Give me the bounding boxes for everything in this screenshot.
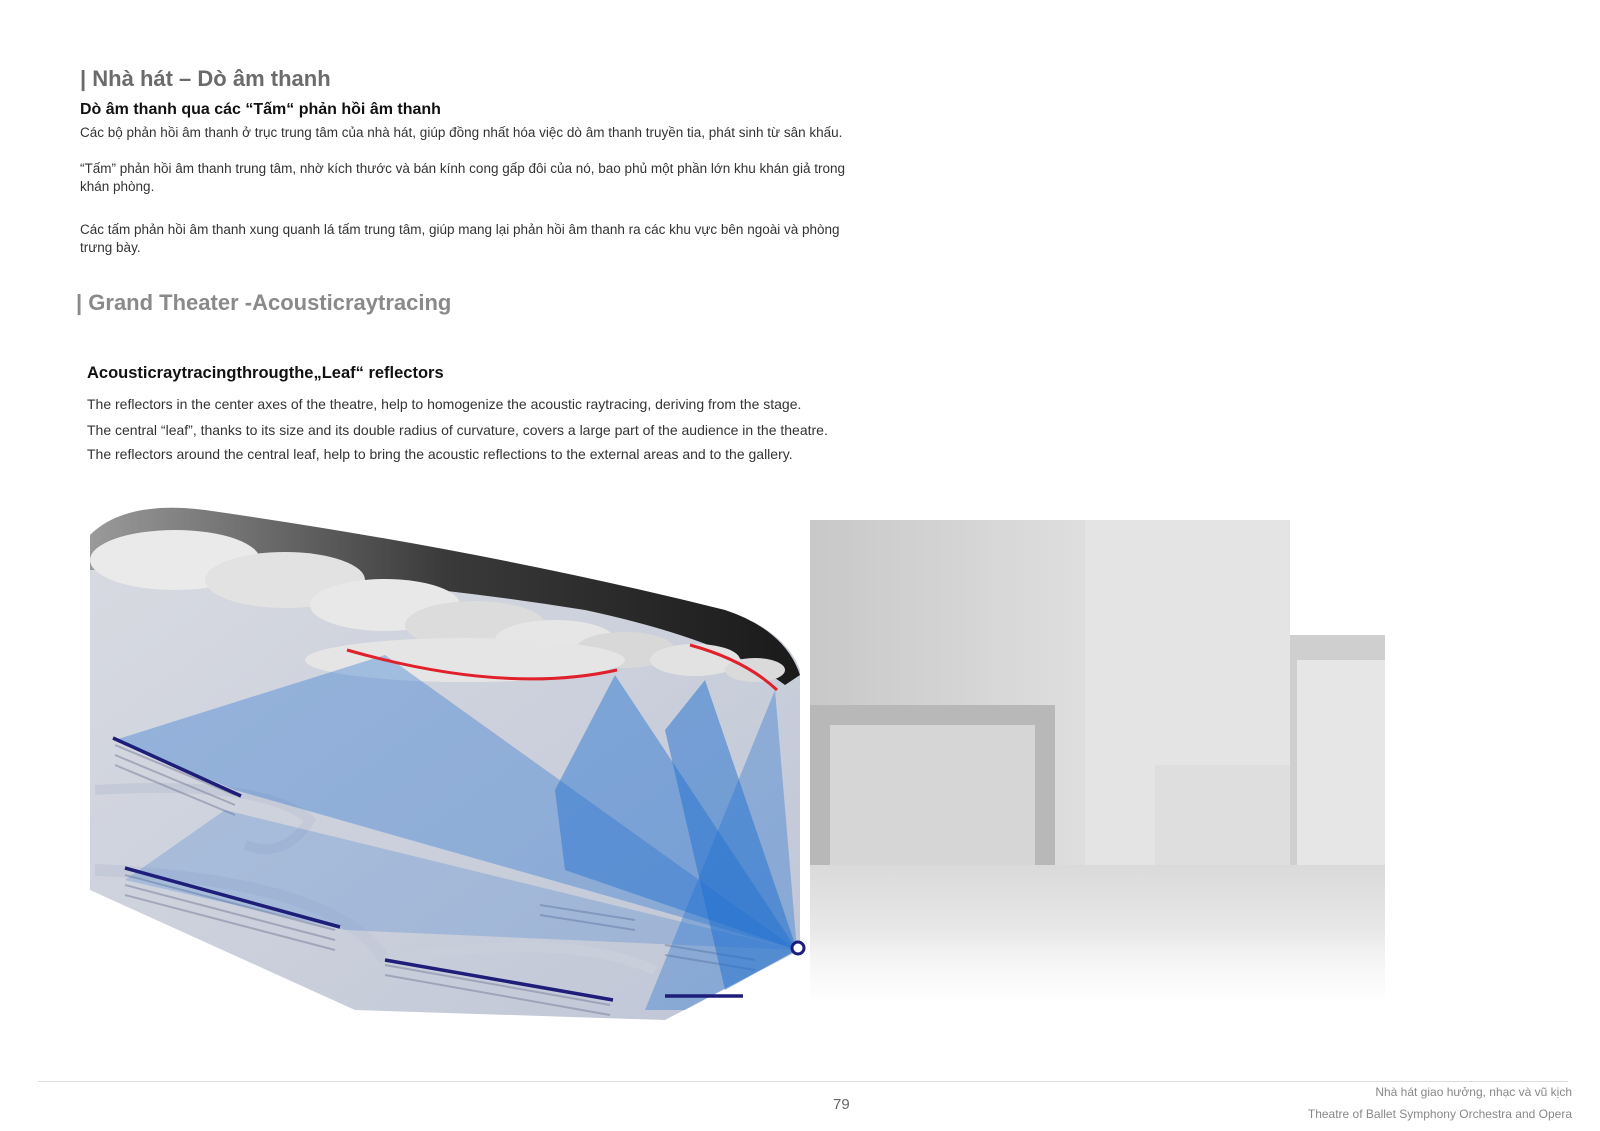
theatre-section-illustration [85,490,1385,1050]
stage-tower-volumes [785,520,1385,1010]
vietnamese-paragraph-1: Các bộ phản hồi âm thanh ở trục trung tâm của nhà hát, giúp đồng nhất hóa việc dò âm thanh truyền tia, phát sinh từ sân khấu. [80,125,843,140]
sound-source-marker [792,942,804,954]
english-section-subtitle: Acousticraytracingthrougthe„Leaf“ reflectors [87,364,444,382]
footer-divider [38,1081,1568,1082]
english-line-2: The central “leaf”, thanks to its size and its double radius of curvature, covers a large part of the audience in the theatre. [87,422,828,438]
english-section-title: | Grand Theater -Acousticraytracing [76,290,452,315]
footer-project-name-vietnamese: Nhà hát giao hưởng, nhạc và vũ kịch [1375,1085,1572,1099]
footer-project-name-english: Theatre of Ballet Symphony Orchestra and Opera [1307,1107,1572,1121]
page-number: 79 [833,1096,850,1113]
vietnamese-paragraph-2: “Tấm” phản hồi âm thanh trung tâm, nhờ kích thước và bán kính cong gấp đôi của nó, bao phủ một phần lớn khu khán giả trong khán phòng. [80,161,846,194]
english-line-3: The reflectors around the central leaf, help to bring the acoustic reflections to the external areas and to the gallery. [87,446,793,462]
vietnamese-paragraph-3: Các tấm phản hồi âm thanh xung quanh lá tấm trung tâm, giúp mang lại phản hồi âm thanh ra các khu vực bên ngoài và phòng trưng bày. [80,222,840,255]
vietnamese-section-subtitle: Dò âm thanh qua các “Tấm“ phản hồi âm thanh [80,101,441,118]
english-line-1: The reflectors in the center axes of the theatre, help to homogenize the acoustic raytracing, deriving from the stage. [87,396,802,412]
vietnamese-section-title: | Nhà hát – Dò âm thanh [80,66,331,91]
